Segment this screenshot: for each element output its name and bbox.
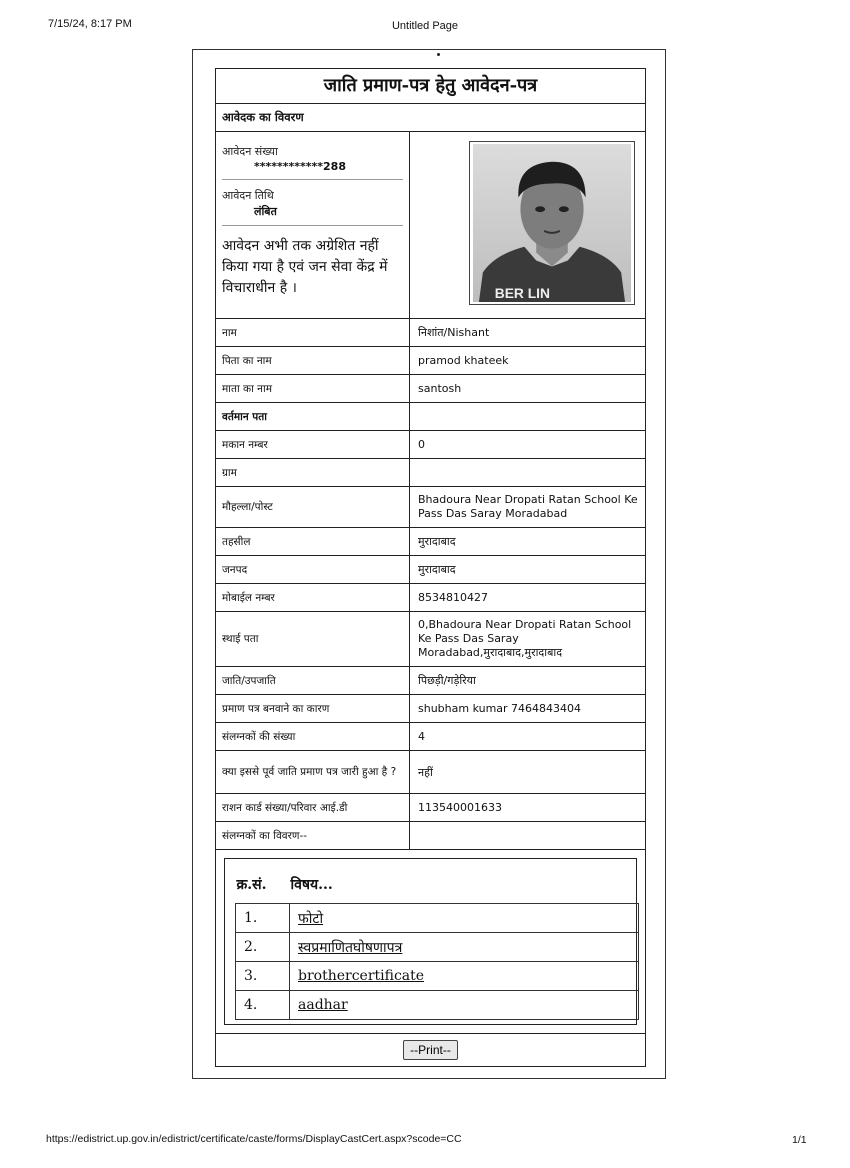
status-note: आवेदन अभी तक अग्रेशित नहीं किया गया है एवं जन सेवा केंद्र में विचाराधीन है । <box>222 238 388 296</box>
field-value <box>410 822 645 849</box>
field-value: 0 <box>418 438 425 451</box>
table-row <box>236 933 639 962</box>
row-mobile-number <box>216 584 645 612</box>
field-label: ग्राम <box>216 459 410 486</box>
row-caste <box>216 667 645 695</box>
section-applicant-details: आवेदक का विवरण <box>216 104 645 132</box>
attachments-table <box>235 865 639 1020</box>
field-label: नाम <box>216 319 410 346</box>
row-mother-name <box>216 375 645 403</box>
field-value: मुरादाबाद <box>418 535 456 548</box>
page-title: Untitled Page <box>391 20 459 32</box>
attachment-cell <box>290 991 639 1020</box>
field-label: प्रमाण पत्र बनवाने का कारण <box>216 695 410 722</box>
field-label: स्थाई पता <box>216 612 410 666</box>
table-row <box>236 962 639 991</box>
application-number-value: ************288 <box>254 160 346 173</box>
application-date-label: आवेदन तिथि <box>222 189 274 202</box>
row-current-address <box>216 403 645 431</box>
application-form <box>215 68 646 1067</box>
field-label: पिता का नाम <box>216 347 410 374</box>
print-row <box>216 1034 645 1066</box>
attachment-link-photo[interactable]: फोटो <box>298 910 324 927</box>
field-label: संलग्नकों की संख्या <box>216 723 410 750</box>
row-permanent-address <box>216 612 645 667</box>
field-value: पिछड़ी/गड़ेरिया <box>418 674 476 687</box>
page-url: https://edistrict.up.gov.in/edistrict/certificate/caste/forms/DisplayCastCert.aspx?scode=CC <box>46 1133 462 1145</box>
row-tehsil <box>216 528 645 556</box>
field-value: shubham kumar 7464843404 <box>418 702 582 715</box>
field-value: 8534810427 <box>418 591 488 604</box>
field-label: संलग्नकों का विवरण-- <box>216 822 410 849</box>
table-row <box>236 991 639 1020</box>
field-label: तहसील <box>216 528 410 555</box>
field-label: क्या इससे पूर्व जाति प्रमाण पत्र जारी हुआ है ? <box>222 766 397 778</box>
divider <box>222 179 403 180</box>
table-header <box>236 865 639 904</box>
field-label: राशन कार्ड संख्या/परिवार आई.डी <box>216 794 410 821</box>
field-label: मौहल्ला/पोस्ट <box>216 487 410 527</box>
attachment-link-aadhar[interactable]: aadhar <box>298 997 348 1013</box>
attachment-link-brother-certificate[interactable]: brothercertificate <box>298 968 425 984</box>
print-datetime: 7/15/24, 8:17 PM <box>48 18 132 30</box>
field-value: नहीं <box>418 765 433 779</box>
field-value: मुरादाबाद <box>418 563 456 576</box>
field-value <box>410 459 645 486</box>
attachment-number: 1. <box>236 904 290 933</box>
attachment-number: 4. <box>236 991 290 1020</box>
field-label: जनपद <box>216 556 410 583</box>
attachment-number: 3. <box>236 962 290 991</box>
column-header-subject: विषय... <box>290 876 333 893</box>
row-village <box>216 459 645 487</box>
row-house-number <box>216 431 645 459</box>
row-district <box>216 556 645 584</box>
row-ration-card <box>216 794 645 822</box>
attachments-section <box>216 850 645 1034</box>
field-value: Bhadoura Near Dropati Ratan School Ke Pass Das Saray Moradabad <box>418 493 638 520</box>
row-name <box>216 319 645 347</box>
form-title: जाति प्रमाण-पत्र हेतु आवेदन-पत्र <box>216 69 645 104</box>
attachment-number: 2. <box>236 933 290 962</box>
applicant-photo <box>469 141 635 305</box>
field-label: माता का नाम <box>216 375 410 402</box>
application-info <box>216 132 410 318</box>
column-header-number: क्र.सं. <box>236 876 267 893</box>
attachment-cell <box>290 962 639 991</box>
applicant-summary <box>216 132 645 319</box>
field-value: 4 <box>418 730 425 743</box>
row-reason <box>216 695 645 723</box>
row-locality-post <box>216 487 645 528</box>
field-value: santosh <box>418 382 462 395</box>
field-label: वर्तमान पता <box>216 403 410 430</box>
page-number: 1/1 <box>792 1134 807 1146</box>
photo-cell <box>410 132 645 318</box>
attachment-link-self-declaration[interactable]: स्वप्रमाणितघोषणापत्र <box>298 939 403 956</box>
row-father-name <box>216 347 645 375</box>
field-label: मोबाईल नम्बर <box>216 584 410 611</box>
field-value: निशांत/Nishant <box>418 326 490 339</box>
shirt-print-text: BER LIN <box>494 285 550 302</box>
field-label: मकान नम्बर <box>216 431 410 458</box>
field-value <box>410 403 645 430</box>
row-previous-certificate <box>216 751 645 794</box>
attachment-cell <box>290 904 639 933</box>
applicant-photo-image <box>472 144 632 302</box>
field-label: जाति/उपजाति <box>216 667 410 694</box>
attachment-cell <box>290 933 639 962</box>
print-button[interactable]: --Print-- <box>403 1040 458 1060</box>
table-row <box>236 904 639 933</box>
field-value: 113540001633 <box>418 801 502 814</box>
attachments-box <box>224 858 637 1025</box>
application-number-label: आवेदन संख्या <box>222 145 278 158</box>
divider <box>222 225 403 226</box>
row-attachment-count <box>216 723 645 751</box>
field-value: pramod khateek <box>418 354 509 367</box>
row-attachment-details <box>216 822 645 850</box>
field-value: 0,Bhadoura Near Dropati Ratan School Ke Pass Das Saray Moradabad,मुरादाबाद,मुरादाबाद <box>418 618 632 659</box>
application-date-value: लंबित <box>254 205 277 218</box>
